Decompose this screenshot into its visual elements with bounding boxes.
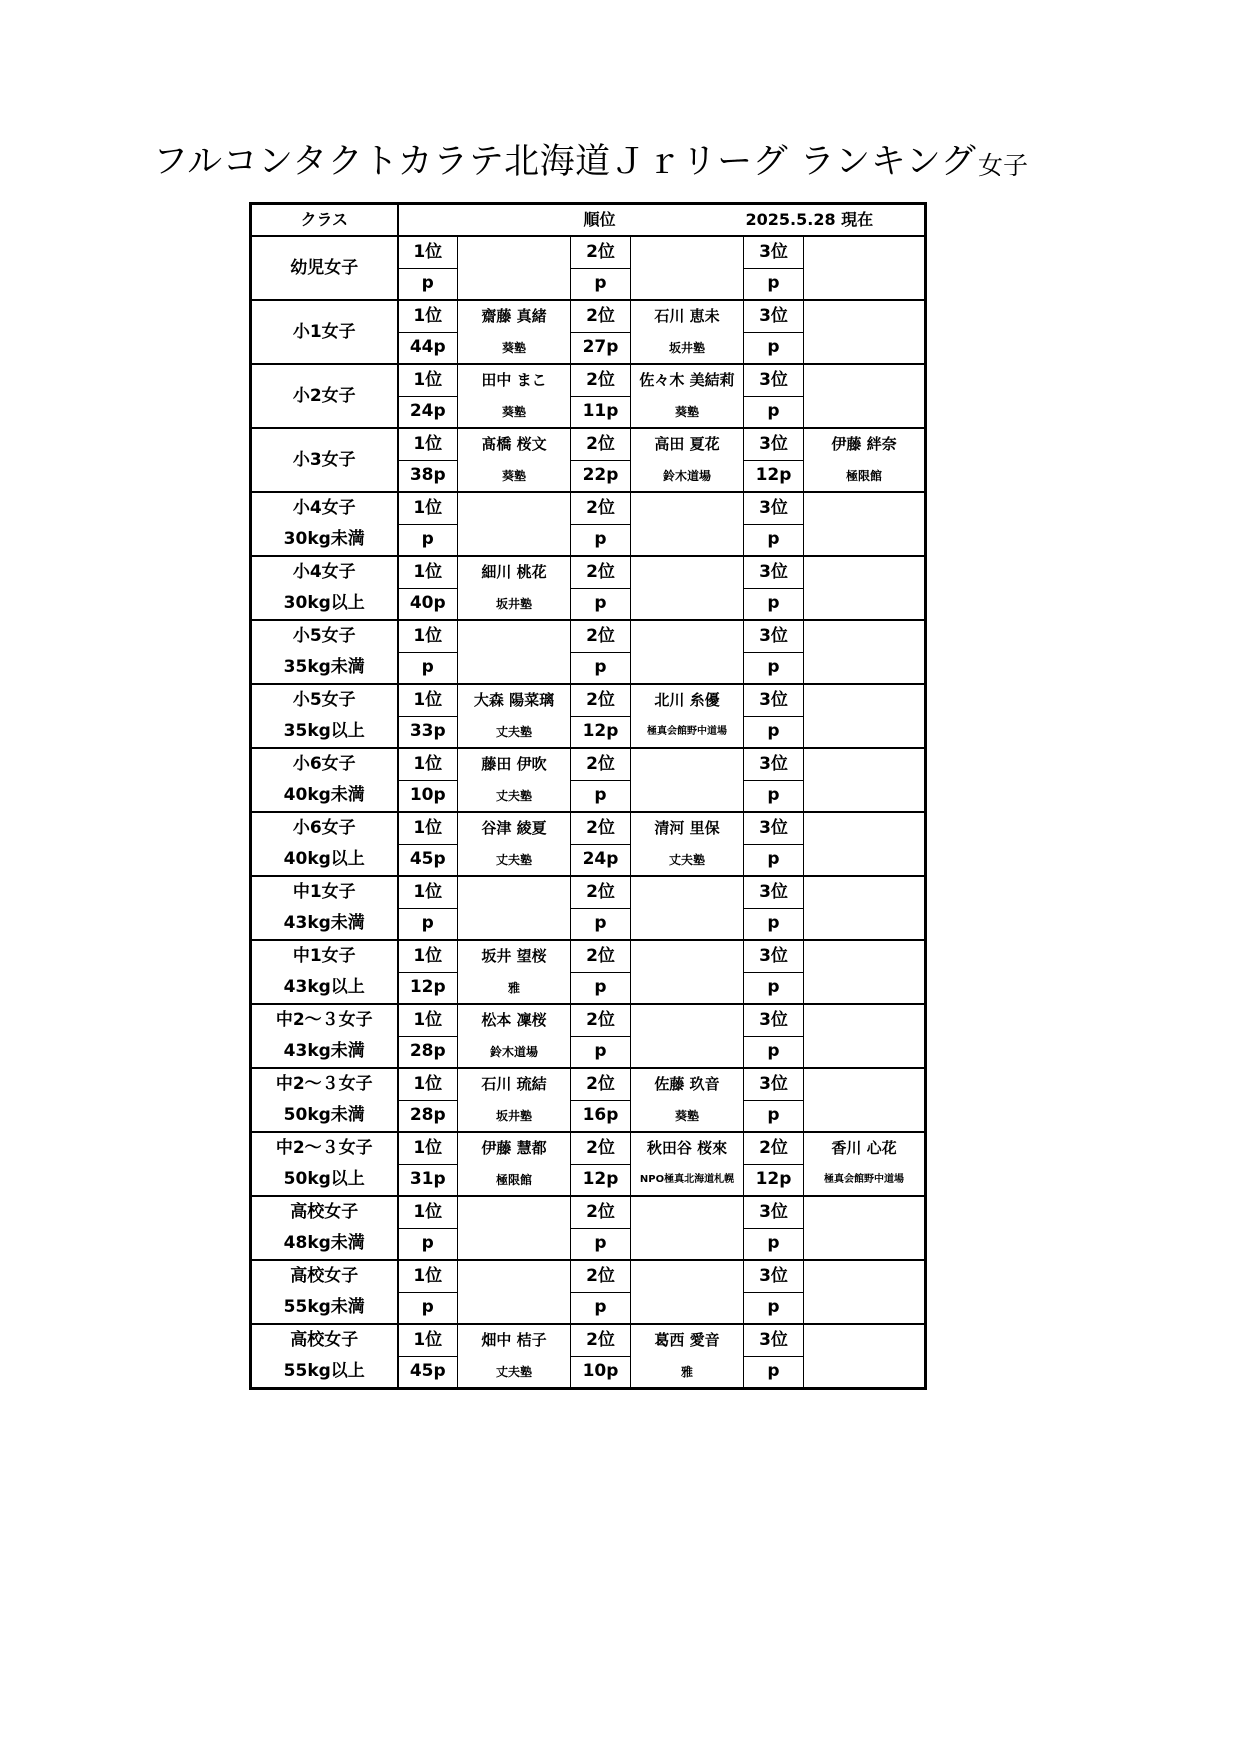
table-row [251, 748, 926, 780]
athlete-name [804, 492, 926, 524]
table-row [251, 300, 926, 332]
dojo-name [631, 1292, 744, 1324]
points-value: 10p [571, 1356, 631, 1389]
rank-label: 1位 [398, 812, 458, 844]
athlete-name [631, 748, 744, 780]
rank-label: 1位 [398, 1004, 458, 1036]
athlete-name: 北川 糸優 [631, 684, 744, 716]
points-value: p [744, 588, 804, 620]
dojo-name [804, 652, 926, 684]
dojo-name: 雅 [631, 1356, 744, 1389]
class-weight: 50kg以上 [251, 1164, 398, 1196]
dojo-name: 丈夫塾 [631, 844, 744, 876]
athlete-name: 藤田 伊吹 [458, 748, 571, 780]
table-row [251, 908, 926, 940]
points-value: p [398, 1292, 458, 1324]
dojo-name: 丈夫塾 [458, 1356, 571, 1389]
class-name: 小4女子 [251, 556, 398, 588]
dojo-name: 鈴木道場 [458, 1036, 571, 1068]
points-value: p [744, 1100, 804, 1132]
athlete-name [804, 1068, 926, 1100]
athlete-name: 伊藤 慧都 [458, 1132, 571, 1164]
dojo-name [804, 332, 926, 364]
rank-label: 2位 [571, 940, 631, 972]
class-name: 小3女子 [251, 428, 398, 492]
athlete-name [631, 1196, 744, 1228]
dojo-name [804, 716, 926, 748]
points-value: 11p [571, 396, 631, 428]
table-row [251, 780, 926, 812]
rank-label: 1位 [398, 748, 458, 780]
athlete-name: 田中 まこ [458, 364, 571, 396]
rank-label: 3位 [744, 876, 804, 908]
rank-label: 3位 [744, 812, 804, 844]
dojo-name: 丈夫塾 [458, 716, 571, 748]
athlete-name [631, 1004, 744, 1036]
points-value: 31p [398, 1164, 458, 1196]
athlete-name [458, 236, 571, 268]
points-value: p [744, 908, 804, 940]
dojo-name [804, 844, 926, 876]
rank-label: 2位 [571, 1196, 631, 1228]
table-row [251, 716, 926, 748]
table-row [251, 1292, 926, 1324]
athlete-name [631, 620, 744, 652]
dojo-name [631, 908, 744, 940]
dojo-name: 葵塾 [631, 1100, 744, 1132]
class-name: 高校女子 [251, 1324, 398, 1356]
points-value: p [398, 524, 458, 556]
rank-label: 2位 [571, 1004, 631, 1036]
class-weight: 30kg未満 [251, 524, 398, 556]
rank-label: 2位 [571, 364, 631, 396]
dojo-name: 葵塾 [631, 396, 744, 428]
table-row [251, 1036, 926, 1068]
title-text: フルコンタクトカラテ北海道Ｊｒリーグ ランキング [153, 142, 977, 182]
dojo-name: 丈夫塾 [458, 780, 571, 812]
rank-label: 2位 [571, 1132, 631, 1164]
dojo-name [458, 1228, 571, 1260]
athlete-name [631, 556, 744, 588]
rank-label: 2位 [571, 876, 631, 908]
athlete-name [804, 364, 926, 396]
points-value: 45p [398, 844, 458, 876]
points-value: 40p [398, 588, 458, 620]
points-value: 12p [744, 460, 804, 492]
athlete-name [458, 876, 571, 908]
points-value: p [571, 268, 631, 300]
points-value: p [398, 908, 458, 940]
rank-label: 3位 [744, 748, 804, 780]
rank-label: 2位 [571, 236, 631, 268]
points-value: p [744, 1036, 804, 1068]
athlete-name [804, 684, 926, 716]
rank-label: 3位 [744, 1004, 804, 1036]
athlete-name [631, 236, 744, 268]
dojo-name [804, 396, 926, 428]
rank-label: 2位 [571, 812, 631, 844]
athlete-name: 葛西 愛音 [631, 1324, 744, 1356]
table-row [251, 1164, 926, 1196]
dojo-name [804, 588, 926, 620]
table-row [251, 1324, 926, 1356]
points-value: p [744, 524, 804, 556]
points-value: 38p [398, 460, 458, 492]
table-row [251, 876, 926, 908]
rank-label: 1位 [398, 428, 458, 460]
points-value: 44p [398, 332, 458, 364]
header-rank-label: 順位 [583, 210, 616, 229]
points-value: 33p [398, 716, 458, 748]
dojo-name: 雅 [458, 972, 571, 1004]
athlete-name [631, 876, 744, 908]
points-value: p [571, 780, 631, 812]
points-value: 28p [398, 1036, 458, 1068]
table-row [251, 428, 926, 460]
rank-label: 2位 [571, 684, 631, 716]
points-value: 10p [398, 780, 458, 812]
points-value: 12p [398, 972, 458, 1004]
table-row [251, 620, 926, 652]
dojo-name [804, 1228, 926, 1260]
dojo-name [631, 780, 744, 812]
rank-label: 2位 [571, 428, 631, 460]
table-header-row [251, 204, 926, 237]
class-weight: 35kg未満 [251, 652, 398, 684]
dojo-name: 坂井塾 [458, 588, 571, 620]
rank-label: 1位 [398, 1196, 458, 1228]
table-row [251, 556, 926, 588]
rank-label: 3位 [744, 428, 804, 460]
rank-label: 3位 [744, 492, 804, 524]
rank-label: 1位 [398, 236, 458, 268]
dojo-name [804, 1100, 926, 1132]
points-value: 45p [398, 1356, 458, 1389]
table-row [251, 524, 926, 556]
dojo-name: 鈴木道場 [631, 460, 744, 492]
class-weight: 30kg以上 [251, 588, 398, 620]
athlete-name [804, 556, 926, 588]
athlete-name [804, 1004, 926, 1036]
athlete-name: 秋田谷 桜來 [631, 1132, 744, 1164]
athlete-name [631, 940, 744, 972]
dojo-name: 丈夫塾 [458, 844, 571, 876]
athlete-name: 谷津 綾夏 [458, 812, 571, 844]
dojo-name [631, 268, 744, 300]
dojo-name [458, 1292, 571, 1324]
rank-label: 1位 [398, 364, 458, 396]
table-row [251, 812, 926, 844]
rank-label: 1位 [398, 684, 458, 716]
points-value: p [571, 1292, 631, 1324]
rank-label: 3位 [744, 940, 804, 972]
athlete-name: 香川 心花 [804, 1132, 926, 1164]
rank-label: 1位 [398, 492, 458, 524]
page-subtitle: 女子 [978, 151, 1029, 180]
dojo-name: 坂井塾 [631, 332, 744, 364]
rank-label: 3位 [744, 1068, 804, 1100]
points-value: 27p [571, 332, 631, 364]
class-name: 小6女子 [251, 812, 398, 844]
table-row [251, 972, 926, 1004]
table-row [251, 1100, 926, 1132]
dojo-name [804, 908, 926, 940]
dojo-name: NPO極真北海道札幌 [631, 1164, 744, 1196]
rank-label: 3位 [744, 620, 804, 652]
points-value: p [744, 652, 804, 684]
athlete-name: 佐々木 美結莉 [631, 364, 744, 396]
class-name: 小1女子 [251, 300, 398, 364]
points-value: p [744, 268, 804, 300]
table-row [251, 1004, 926, 1036]
points-value: p [744, 844, 804, 876]
athlete-name: 坂井 望桜 [458, 940, 571, 972]
class-name: 中2～３女子 [251, 1068, 398, 1100]
rank-label: 2位 [744, 1132, 804, 1164]
points-value: p [744, 396, 804, 428]
points-value: p [398, 652, 458, 684]
points-value: 22p [571, 460, 631, 492]
rank-label: 3位 [744, 364, 804, 396]
dojo-name [804, 524, 926, 556]
table-row [251, 1132, 926, 1164]
class-weight: 50kg未満 [251, 1100, 398, 1132]
table-row [251, 844, 926, 876]
points-value: 24p [398, 396, 458, 428]
athlete-name: 伊藤 絆奈 [804, 428, 926, 460]
athlete-name [804, 748, 926, 780]
athlete-name [804, 300, 926, 332]
dojo-name [631, 524, 744, 556]
class-weight: 43kg以上 [251, 972, 398, 1004]
class-weight: 43kg未満 [251, 908, 398, 940]
class-weight: 40kg未満 [251, 780, 398, 812]
table-row [251, 1068, 926, 1100]
points-value: 16p [571, 1100, 631, 1132]
class-name: 幼児女子 [251, 236, 398, 300]
points-value: 12p [571, 1164, 631, 1196]
points-value: p [744, 1228, 804, 1260]
rank-label: 2位 [571, 1260, 631, 1292]
athlete-name [458, 1260, 571, 1292]
athlete-name: 髙橋 桜文 [458, 428, 571, 460]
rank-label: 1位 [398, 556, 458, 588]
rank-label: 2位 [571, 1324, 631, 1356]
athlete-name: 松本 凜桜 [458, 1004, 571, 1036]
dojo-name: 葵塾 [458, 396, 571, 428]
athlete-name [804, 1324, 926, 1356]
athlete-name: 大森 陽菜璃 [458, 684, 571, 716]
page-title [153, 134, 976, 184]
athlete-name [631, 1260, 744, 1292]
table-row [251, 492, 926, 524]
points-value: 12p [571, 716, 631, 748]
class-name: 高校女子 [251, 1260, 398, 1292]
athlete-name [458, 1196, 571, 1228]
rank-label: 3位 [744, 236, 804, 268]
dojo-name [458, 908, 571, 940]
dojo-name [804, 1292, 926, 1324]
class-weight: 35kg以上 [251, 716, 398, 748]
points-value: 12p [744, 1164, 804, 1196]
athlete-name: 畑中 桔子 [458, 1324, 571, 1356]
dojo-name [804, 1036, 926, 1068]
points-value: p [571, 524, 631, 556]
dojo-name: 極限館 [804, 460, 926, 492]
rank-label: 3位 [744, 556, 804, 588]
dojo-name [458, 268, 571, 300]
dojo-name [804, 268, 926, 300]
rank-label: 1位 [398, 1068, 458, 1100]
table-row [251, 236, 926, 268]
class-name: 中2～３女子 [251, 1004, 398, 1036]
table-row [251, 1228, 926, 1260]
athlete-name [804, 1260, 926, 1292]
rank-label: 2位 [571, 300, 631, 332]
rank-label: 1位 [398, 876, 458, 908]
table-row [251, 940, 926, 972]
dojo-name: 極真会館野中道場 [804, 1164, 926, 1196]
class-name: 小5女子 [251, 620, 398, 652]
points-value: p [398, 268, 458, 300]
table-row [251, 652, 926, 684]
athlete-name [804, 1196, 926, 1228]
ranking-table [249, 202, 927, 1390]
athlete-name [804, 236, 926, 268]
class-weight: 43kg未満 [251, 1036, 398, 1068]
points-value: 28p [398, 1100, 458, 1132]
athlete-name [631, 492, 744, 524]
points-value: p [571, 1228, 631, 1260]
points-value: p [398, 1228, 458, 1260]
rank-label: 1位 [398, 1132, 458, 1164]
athlete-name: 佐藤 玖音 [631, 1068, 744, 1100]
points-value: p [744, 972, 804, 1004]
athlete-name: 高田 夏花 [631, 428, 744, 460]
dojo-name [631, 1228, 744, 1260]
rank-label: 2位 [571, 492, 631, 524]
rank-label: 3位 [744, 1324, 804, 1356]
athlete-name [804, 620, 926, 652]
table-row [251, 364, 926, 396]
points-value: p [744, 780, 804, 812]
athlete-name: 清河 里保 [631, 812, 744, 844]
athlete-name [804, 812, 926, 844]
rank-label: 2位 [571, 1068, 631, 1100]
points-value: p [744, 1356, 804, 1389]
points-value: p [571, 908, 631, 940]
class-weight: 40kg以上 [251, 844, 398, 876]
table-row [251, 1356, 926, 1389]
rank-label: 1位 [398, 300, 458, 332]
rank-label: 1位 [398, 1324, 458, 1356]
dojo-name: 極限館 [458, 1164, 571, 1196]
dojo-name: 坂井塾 [458, 1100, 571, 1132]
dojo-name [804, 780, 926, 812]
dojo-name [631, 972, 744, 1004]
dojo-name [631, 652, 744, 684]
points-value: p [571, 652, 631, 684]
class-name: 小6女子 [251, 748, 398, 780]
athlete-name: 石川 琉結 [458, 1068, 571, 1100]
points-value: p [744, 716, 804, 748]
points-value: p [744, 332, 804, 364]
dojo-name: 極真会館野中道場 [631, 716, 744, 748]
points-value: 24p [571, 844, 631, 876]
athlete-name: 石川 恵未 [631, 300, 744, 332]
class-name: 高校女子 [251, 1196, 398, 1228]
athlete-name [804, 876, 926, 908]
athlete-name: 齋藤 真緒 [458, 300, 571, 332]
dojo-name: 葵塾 [458, 460, 571, 492]
class-weight: 55kg以上 [251, 1356, 398, 1389]
rank-label: 3位 [744, 684, 804, 716]
class-name: 中1女子 [251, 940, 398, 972]
points-value: p [571, 1036, 631, 1068]
dojo-name [804, 1356, 926, 1389]
table-row [251, 1196, 926, 1228]
rank-label: 2位 [571, 748, 631, 780]
dojo-name [631, 1036, 744, 1068]
points-value: p [744, 1292, 804, 1324]
dojo-name [631, 588, 744, 620]
athlete-name [458, 620, 571, 652]
points-value: p [571, 972, 631, 1004]
header-date: 2025.5.28 現在 [745, 210, 874, 229]
dojo-name [804, 972, 926, 1004]
rank-label: 2位 [571, 620, 631, 652]
rank-label: 3位 [744, 300, 804, 332]
athlete-name [458, 492, 571, 524]
table-row [251, 588, 926, 620]
table-row [251, 684, 926, 716]
points-value: p [571, 588, 631, 620]
class-weight: 55kg未満 [251, 1292, 398, 1324]
dojo-name [458, 524, 571, 556]
class-name: 小4女子 [251, 492, 398, 524]
athlete-name: 細川 桃花 [458, 556, 571, 588]
rank-label: 3位 [744, 1260, 804, 1292]
rank-label: 2位 [571, 556, 631, 588]
class-weight: 48kg未満 [251, 1228, 398, 1260]
dojo-name: 葵塾 [458, 332, 571, 364]
class-name: 小2女子 [251, 364, 398, 428]
class-name: 小5女子 [251, 684, 398, 716]
class-name: 中2～３女子 [251, 1132, 398, 1164]
table-row [251, 1260, 926, 1292]
dojo-name [458, 652, 571, 684]
rank-label: 1位 [398, 620, 458, 652]
class-name: 中1女子 [251, 876, 398, 908]
header-rank [398, 204, 926, 237]
rank-label: 3位 [744, 1196, 804, 1228]
athlete-name [804, 940, 926, 972]
header-class: クラス [251, 204, 398, 237]
rank-label: 1位 [398, 940, 458, 972]
rank-label: 1位 [398, 1260, 458, 1292]
